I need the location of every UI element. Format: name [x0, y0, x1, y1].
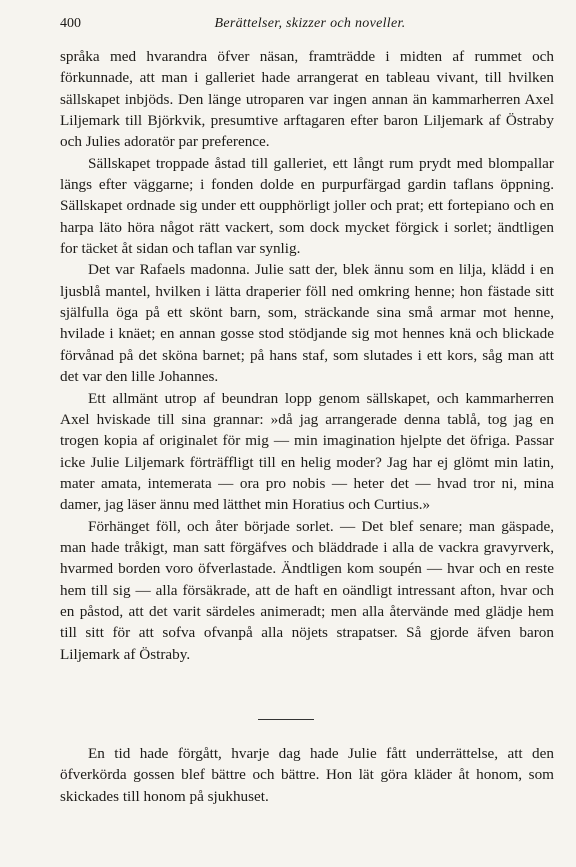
body-text-section-2: [60, 743, 554, 807]
paragraph-2: Sällskapet troppade åstad till galleriet, ett långt rum prydt med blompallar längs efter väggarne; i fonden dolde en purpurfärgad gardin taflans öppning. Sällskapet ordnade sig under ett oupphörligt joller och prat; ett fortepiano och en harpa läto höra något rätt vackert, som dock mycket förgick i sorlet; ändtligen for täcket åt sidan och taflan var synlig.: [60, 154, 554, 258]
paragraph-6: En tid hade förgått, hvarje dag hade Julie fått underrättelse, att den öfverkörda gossen blef bättre och bättre. Hon lät göra kläder åt honom, som skickades till honom på sjukhuset.: [60, 745, 554, 805]
paragraph-4: Ett allmänt utrop af beundran lopp genom sällskapet, och kammarherren Axel hviskade till sina grannar: »då jag arrangerade denna tablå, tog jag en trogen kopia af originalet för mig — min imagination hjelpte det öfriga. Passar icke Julie Liljemark förträffligt till en helig moder? Jag har ej glömt min latin, mater amata, intemerata — ora pro nobis — heter det — hvad tror ni, mina damer, jag läser ännu med lätthet min Horatius och Curtius.»: [60, 389, 554, 514]
running-title: Berättelser, skizzer och noveller.: [214, 16, 406, 31]
page-header: [60, 16, 560, 38]
paragraph-1: språka med hvarandra öfver näsan, framträdde i midten af rummet och förkunnade, att man i galleriet hade arrangerat en tableau vivant, till hvilken sällskapet inbjöds. Den länge utroparen var ingen annan än kammarherren Axel Liljemark till Björkvik, presumtive arftagaren efter baron Liljemark af Östraby och Julies adoratör par preference.: [60, 48, 554, 151]
paragraph-5: Förhänget föll, och åter började sorlet. — Det blef senare; man gäspade, man hade tråkigt, man satt förgäfves och bläddrade i alla de vackra gravyrverk, hvarmed borden voro öfverlastade. Ändtligen kom soupén — hvar och en reste hem till sig — alla försäkrade, att de haft en oändligt intressant afton, hvar och en påstod, att det varit särdeles animeradt; men alla återvände med glädje hem till sitt för att sofva ofvanpå alla nöjets strapatser. Så gjorde äfven baron Liljemark af Östraby.: [60, 517, 554, 663]
page-number: 400: [60, 16, 81, 31]
body-text-section-1: [60, 46, 554, 665]
paragraph-3: Det var Rafaels madonna. Julie satt der, blek ännu som en lilja, klädd i en ljusblå mantel, hvilken i lätta draperier föll ned omkring henne; hon fästade sitt själfulla öga på ett skönt barn, som, sträckande sina små armar mot henne, hvilade i knäet; en annan gosse stod stödjande sig mot hennes knä och blickade förvånad på det sköna barnet; på hans staf, som slutades i ett kors, såg man att det var den lille Johannes.: [60, 261, 554, 386]
section-divider: [258, 719, 314, 720]
